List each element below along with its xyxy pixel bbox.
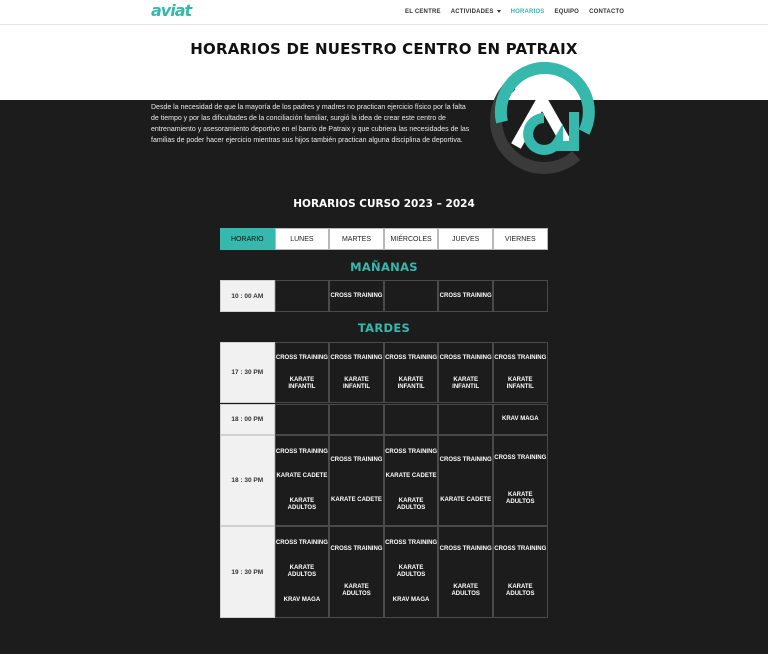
class-cross-training: CROSS TRAINING <box>494 455 547 461</box>
class-cross-training: CROSS TRAINING <box>275 448 328 455</box>
class-cross-training: CROSS TRAINING <box>439 546 492 553</box>
site-logo[interactable]: aviat <box>151 1 192 20</box>
class-cross-training: CROSS TRAINING <box>330 292 383 299</box>
intro-paragraph: Desde la necesidad de que la mayoría de los padres y madres no practican ejercicio físico por la falta de tiempo y por las dificultades de la conciliación familiar, surgió la idea de crear este centro de entrenamiento y asesoramiento deportivo en el barrio de Patraix y que cubriera las necesidades de las familias de poder hacer ejercicio mientras sus hijos también practican alguna disciplina de deportiva. <box>151 104 470 144</box>
schedule-cell <box>438 404 493 435</box>
schedule-cell <box>438 280 493 312</box>
schedule-cell <box>329 342 384 403</box>
schedule-cell <box>493 404 548 435</box>
schedule-cell <box>493 342 548 403</box>
nav-horarios[interactable]: HORARIOS <box>510 9 545 15</box>
day-header-viernes: VIERNES <box>493 228 548 250</box>
class-krav-maga: KRAV MAGA <box>392 597 430 603</box>
schedule-cell <box>329 280 384 312</box>
class-karate-cadete: KARATE CADETE <box>276 473 328 480</box>
class-karate-adultos: KARATE ADULTOS <box>506 492 535 505</box>
schedule-cell <box>275 526 330 618</box>
class-cross-training: CROSS TRAINING <box>385 540 438 546</box>
day-header-martes: MARTES <box>329 228 384 250</box>
class-karate-adultos: KARATE ADULTOS <box>287 498 317 512</box>
brand-mark-icon <box>486 60 602 174</box>
section-tardes: TARDES <box>357 321 411 335</box>
schedule-cell <box>275 404 330 435</box>
class-cross-training: CROSS TRAINING <box>385 448 438 455</box>
schedule-cell <box>493 435 548 526</box>
class-cross-training: CROSS TRAINING <box>494 354 547 361</box>
class-karate-adultos: KARATE ADULTOS <box>396 498 426 512</box>
schedule-cell <box>384 280 439 312</box>
class-cross-training: CROSS TRAINING <box>275 354 328 361</box>
top-navbar <box>0 0 768 25</box>
nav-actividades[interactable] <box>451 8 501 16</box>
nav-el-centre[interactable]: EL CENTRE <box>405 9 441 15</box>
time-slot-label: 18 : 00 PM <box>220 404 275 435</box>
schedule-cell <box>275 342 330 403</box>
schedule-row <box>220 435 548 526</box>
time-slot-label: 10 : 00 AM <box>220 280 275 312</box>
class-cross-training: CROSS TRAINING <box>330 546 383 553</box>
class-karate-infantil: KARATE INFANTIL <box>342 376 370 390</box>
class-cross-training: CROSS TRAINING <box>385 354 438 361</box>
schedule-row-morning <box>220 280 548 312</box>
class-karate-infantil: KARATE INFANTIL <box>452 376 480 390</box>
schedule-cell <box>384 342 439 403</box>
section-mananas: MAÑANAS <box>350 260 418 274</box>
schedule-row <box>220 526 548 618</box>
schedule-cell <box>384 526 439 618</box>
class-cross-training: CROSS TRAINING <box>330 354 383 361</box>
hero-banner <box>0 25 768 100</box>
chevron-down-icon <box>497 10 501 13</box>
time-slot-label: 18 : 30 PM <box>220 435 275 526</box>
schedule-cell <box>384 435 439 526</box>
schedule-cell <box>438 526 493 618</box>
class-karate-adultos: KARATE ADULTOS <box>451 583 480 597</box>
class-karate-adultos: KARATE ADULTOS <box>506 583 535 597</box>
schedule-cell <box>493 526 548 618</box>
day-header-lunes: LUNES <box>275 228 330 250</box>
class-cross-training: CROSS TRAINING <box>439 354 492 361</box>
class-krav-maga: KRAV MAGA <box>283 597 321 603</box>
class-karate-adultos: KARATE ADULTOS <box>396 565 426 578</box>
time-slot-label: 19 : 30 PM <box>220 526 275 618</box>
nav-equipo[interactable]: EQUIPO <box>554 9 580 15</box>
schedule-cell <box>329 435 384 526</box>
class-karate-adultos: KARATE ADULTOS <box>287 565 317 578</box>
schedule-cell <box>493 280 548 312</box>
class-cross-training: CROSS TRAINING <box>494 546 547 553</box>
schedule-cell <box>275 280 330 312</box>
day-header-row <box>220 228 548 250</box>
schedule-cell <box>384 404 439 435</box>
class-karate-cadete: KARATE CADETE <box>331 497 382 504</box>
class-karate-adultos: KARATE ADULTOS <box>342 583 371 597</box>
day-header-jueves: JUEVES <box>438 228 493 250</box>
schedule-row <box>220 404 548 435</box>
schedule-cell <box>438 342 493 403</box>
schedule-cell <box>329 526 384 618</box>
page-title: HORARIOS DE NUESTRO CENTRO EN PATRAIX <box>190 40 578 58</box>
day-header-horario: HORARIO <box>220 228 275 250</box>
main-nav <box>405 8 634 16</box>
class-krav-maga: KRAV MAGA <box>501 416 539 422</box>
schedule-title: HORARIOS CURSO 2023 – 2024 <box>293 198 475 210</box>
nav-contacto[interactable]: CONTACTO <box>589 9 625 15</box>
class-karate-infantil: KARATE INFANTIL <box>397 376 425 390</box>
nav-actividades-label: ACTIVIDADES <box>450 9 494 15</box>
class-cross-training: CROSS TRAINING <box>439 292 492 299</box>
schedule-cell <box>275 435 330 526</box>
class-cross-training: CROSS TRAINING <box>439 456 492 463</box>
class-karate-infantil: KARATE INFANTIL <box>506 376 534 390</box>
day-header-miercoles: MIÉRCOLES <box>384 228 439 250</box>
class-cross-training: CROSS TRAINING <box>330 456 383 463</box>
schedule-cell <box>438 435 493 526</box>
schedule-cell <box>329 404 384 435</box>
class-cross-training: CROSS TRAINING <box>275 540 328 546</box>
class-karate-cadete: KARATE CADETE <box>385 473 437 480</box>
time-slot-label: 17 : 30 PM <box>220 342 275 403</box>
class-karate-infantil: KARATE INFANTIL <box>288 376 316 390</box>
schedule-row <box>220 342 548 403</box>
class-karate-cadete: KARATE CADETE <box>440 497 492 504</box>
